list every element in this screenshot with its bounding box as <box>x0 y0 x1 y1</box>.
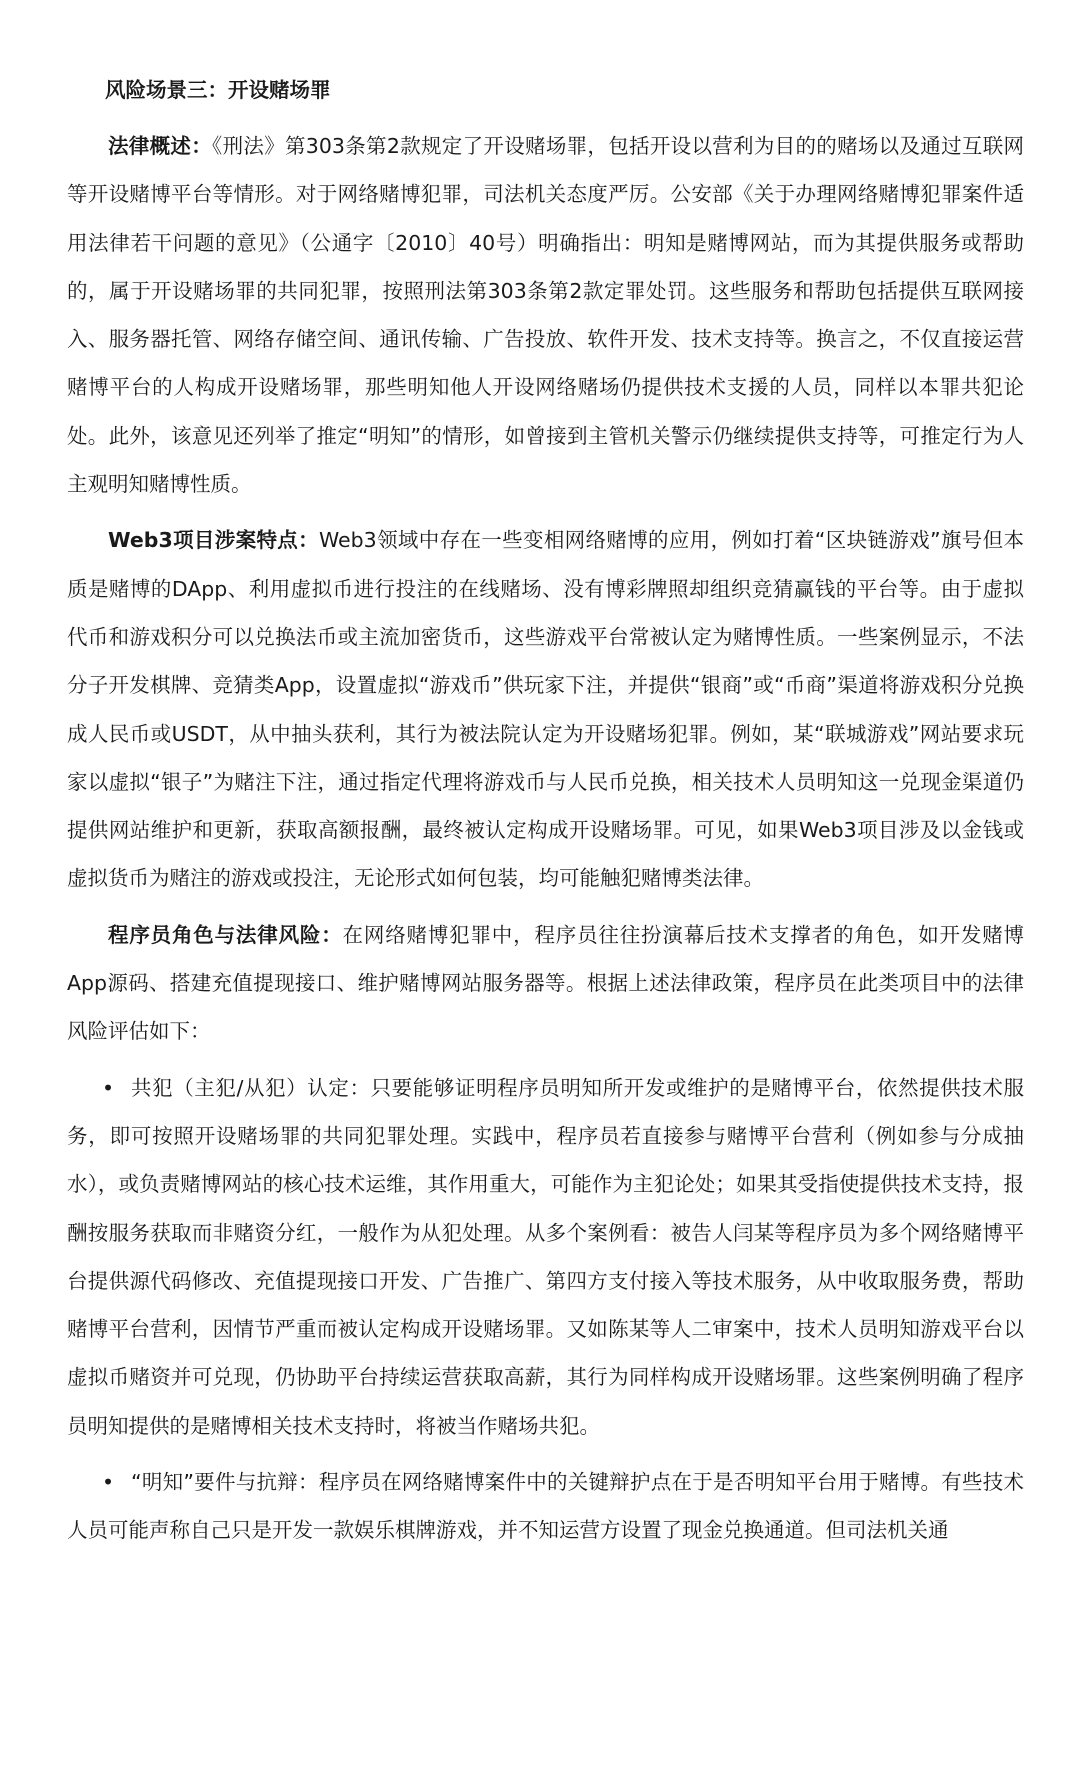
legal-overview-paragraph <box>67 122 1024 508</box>
paragraph-text: Web3领域中存在一些变相网络赌博的应用，例如打着“区块链游戏”旗号但本质是赌博的DApp、利用虚拟币进行投注的在线赌场、没有博彩牌照却组织竞猜赢钱的平台等。由于虚拟代币和游戏积分可以兑换法币或主流加密货币，这些游戏平台常被认定为赌博性质。一些案例显示，不法分子开发棋牌、竞猜类App，设置虚拟“游戏币”供玩家下注，并提供“银商”或“币商”渠道将游戏积分兑换成人民币或USDT，从中抽头获利，其行为被法院认定为开设赌场犯罪。例如，某“联城游戏”网站要求玩家以虚拟“银子”为赌注下注，通过指定代理将游戏币与人民币兑换，相关技术人员明知这一兑现金渠道仍提供网站维护和更新，获取高额报酬，最终被认定构成开设赌场罪。可见，如果Web3项目涉及以金钱或虚拟货币为赌注的游戏或投注，无论形式如何包装，均可能触犯赌博类法律。 <box>67 528 1024 891</box>
bullet-item-knowledge-defense <box>67 1458 1024 1555</box>
risk-bullet-list <box>67 1064 1024 1555</box>
bullet-marker: • <box>102 1075 115 1100</box>
paragraph-lead: 程序员角色与法律风险： <box>108 922 343 947</box>
programmer-risk-paragraph <box>67 911 1024 1056</box>
web3-features-paragraph <box>67 516 1024 902</box>
paragraph-lead: Web3项目涉案特点： <box>108 528 319 553</box>
bullet-text: 共犯（主犯/从犯）认定：只要能够证明程序员明知所开发或维护的是赌博平台，依然提供技术服务，即可按照开设赌场罪的共同犯罪处理。实践中，程序员若直接参与赌博平台营利（例如参与分成抽水），或负责赌博网站的核心技术运维，其作用重大，可能作为主犯论处；如果其受指使提供技术支持，报酬按服务获取而非赌资分红，一般作为从犯处理。从多个案例看：被告人闫某等程序员为多个网络赌博平台提供源代码修改、充值提现接口开发、广告推广、第四方支付接入等技术服务，从中收取服务费，帮助赌博平台营利，因情节严重而被认定构成开设赌场罪。又如陈某等人二审案中，技术人员明知游戏平台以虚拟币赌资并可兑现，仍协助平台持续运营获取高薪，其行为同样构成开设赌场罪。这些案例明确了程序员明知提供的是赌博相关技术支持时，将被当作赌场共犯。 <box>67 1075 1024 1438</box>
paragraph-lead: 法律概述： <box>108 134 213 158</box>
bullet-text: “明知”要件与抗辩：程序员在网络赌博案件中的关键辩护点在于是否明知平台用于赌博。有些技术人员可能声称自己只是开发一款娱乐棋牌游戏，并不知运营方设置了现金兑换通道。但司法机关通 <box>67 1470 1024 1543</box>
section-title: 风险场景三：开设赌场罪 <box>105 78 331 102</box>
bullet-marker: • <box>102 1470 115 1495</box>
paragraph-text: 在网络赌博犯罪中，程序员往往扮演幕后技术支撑者的角色，如开发赌博App源码、搭建充值提现接口、维护赌博网站服务器等。根据上述法律政策，程序员在此类项目中的法律风险评估如下： <box>67 922 1025 1044</box>
bullet-item-accomplice <box>67 1064 1024 1450</box>
paragraph-text: 《刑法》第303条第2款规定了开设赌场罪，包括开设以营利为目的的赌场以及通过互联网等开设赌博平台等情形。对于网络赌博犯罪，司法机关态度严厉。公安部《关于办理网络赌博犯罪案件适用法律若干问题的意见》（公通字〔2010〕40号）明确指出：明知是赌博网站，而为其提供服务或帮助的，属于开设赌场罪的共同犯罪，按照刑法第303条第2款定罪处罚。这些服务和帮助包括提供互联网接入、服务器托管、网络存储空间、通讯传输、广告投放、软件开发、技术支持等。换言之，不仅直接运营赌博平台的人构成开设赌场罪，那些明知他人开设网络赌场仍提供技术支援的人员，同样以本罪共犯论处。此外，该意见还列举了推定“明知”的情形，如曾接到主管机关警示仍继续提供支持等，可推定行为人主观明知赌博性质。 <box>67 134 1025 497</box>
